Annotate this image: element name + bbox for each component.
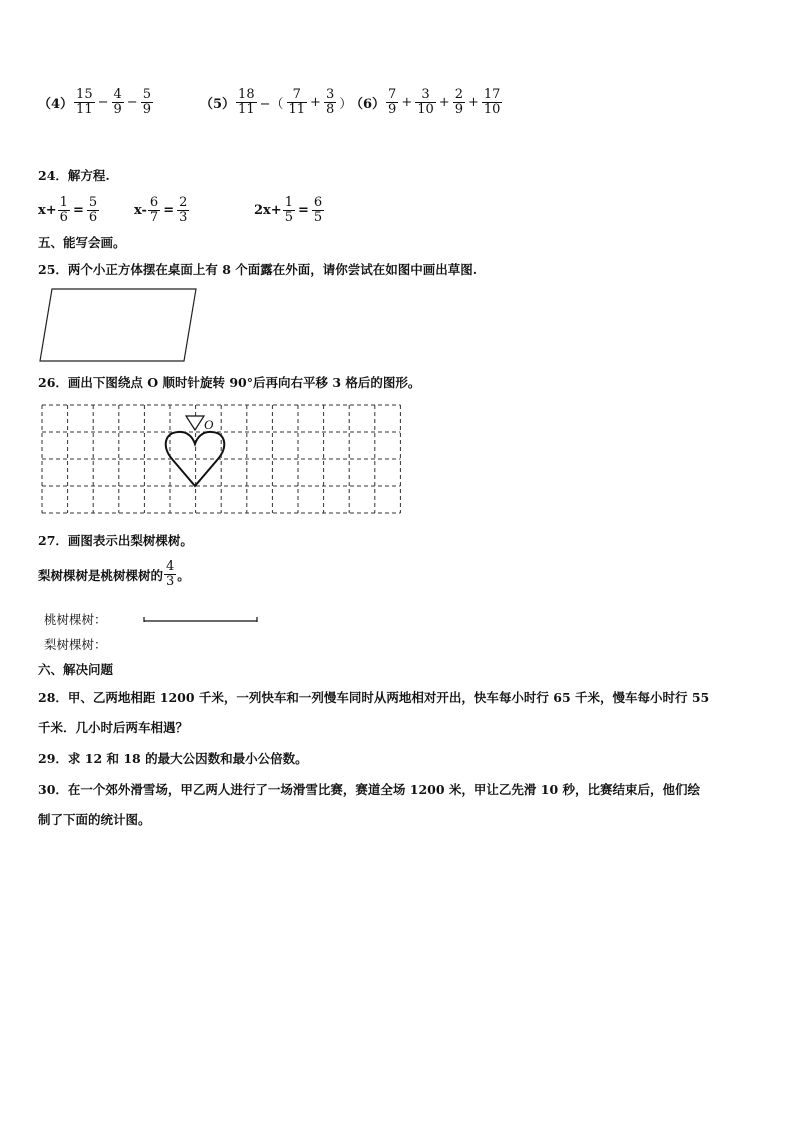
paren-close: ）	[339, 97, 353, 112]
operator: −	[97, 95, 109, 110]
fraction: $\frac{5}{9}$	[142, 87, 151, 117]
fraction: $\frac{6}{5}$	[313, 195, 323, 225]
problem-label: （5）	[200, 97, 236, 112]
question-30-line-1: 30．在一个郊外滑雪场，甲乙两人进行了一场滑雪比赛，赛道全场 1200 米，甲让乙先滑 10 秒，比赛结束后，他们绘	[38, 782, 700, 797]
question-25: 25．两个小正方体摆在桌面上有 8 个面露在外面，请你尝试在如图中画出草图.	[38, 262, 478, 277]
peach-tree-segment	[143, 614, 259, 624]
fraction: $\frac{17}{10}$	[483, 87, 501, 117]
equals-sign: =	[163, 203, 175, 218]
parallelogram-drawing-area[interactable]	[38, 287, 200, 365]
question-27-title: 27．画图表示出梨树棵树。	[38, 533, 193, 548]
equation-prefix: x+	[38, 203, 57, 218]
operator: +	[401, 95, 413, 110]
operator: +	[467, 95, 479, 110]
equation-3	[254, 196, 325, 225]
equation-prefix: x-	[134, 203, 147, 218]
fraction: $\frac{2}{9}$	[454, 87, 463, 117]
fraction: $\frac{6}{7}$	[149, 195, 159, 225]
fraction: $\frac{3}{10}$	[417, 87, 434, 117]
operator: −	[126, 95, 138, 110]
equals-sign: =	[297, 203, 309, 218]
equation-1	[38, 196, 100, 225]
equals-sign: =	[72, 203, 84, 218]
problem-6	[350, 88, 503, 117]
section-5-heading: 五、能写会画。	[38, 235, 126, 250]
problem-4	[38, 88, 154, 117]
fraction: $\frac{4}{3}$	[166, 559, 175, 589]
fraction: $\frac{7}{9}$	[388, 87, 397, 117]
question-27-description	[38, 560, 190, 589]
fraction: $\frac{2}{3}$	[179, 195, 188, 225]
fraction: $\frac{3}{8}$	[325, 87, 335, 117]
question-28-line-1: 28．甲、乙两地相距 1200 千米，一列快车和一列慢车同时从两地相对开出，快车每小时行 65 千米，慢车每小时行 55	[38, 690, 710, 705]
question-28-line-2: 千米．几小时后两车相遇？	[38, 720, 189, 735]
peach-tree-label: 桃树棵树：	[44, 612, 107, 627]
problem-label: （6）	[350, 97, 386, 112]
question-24-title: 24．解方程.	[38, 168, 110, 183]
operator: +	[438, 95, 450, 110]
fraction: $\frac{7}{11}$	[288, 87, 306, 117]
dashed-grid[interactable]	[40, 402, 404, 516]
question-30-line-2: 制了下面的统计图。	[38, 812, 151, 827]
fraction: $\frac{1}{6}$	[59, 195, 68, 225]
equation-2	[134, 196, 190, 225]
heart-shape	[166, 416, 225, 486]
fraction: $\frac{4}{9}$	[113, 87, 122, 117]
fraction: $\frac{1}{5}$	[284, 195, 293, 225]
problem-5	[200, 88, 354, 117]
problem-label: （4）	[38, 97, 74, 112]
pear-tree-label: 梨树棵树：	[44, 637, 107, 652]
triangle-marker	[186, 416, 204, 430]
equation-prefix: 2x+	[254, 203, 282, 218]
fraction: $\frac{18}{11}$	[238, 87, 255, 117]
question-26: 26．画出下图绕点 O 顺时针旋转 90°后再向右平移 3 格后的图形。	[38, 375, 421, 390]
operator: −（	[259, 97, 284, 112]
point-o-label: O	[204, 417, 214, 432]
operator: +	[310, 95, 321, 110]
description-end: 。	[177, 567, 190, 583]
fraction: $\frac{5}{6}$	[88, 195, 98, 225]
section-6-heading: 六、解决问题	[38, 662, 114, 677]
question-29: 29．求 12 和 18 的最大公因数和最小公倍数。	[38, 751, 308, 766]
description-text: 梨树棵树是桃树棵树的	[38, 567, 164, 583]
fraction: $\frac{15}{11}$	[76, 87, 93, 117]
